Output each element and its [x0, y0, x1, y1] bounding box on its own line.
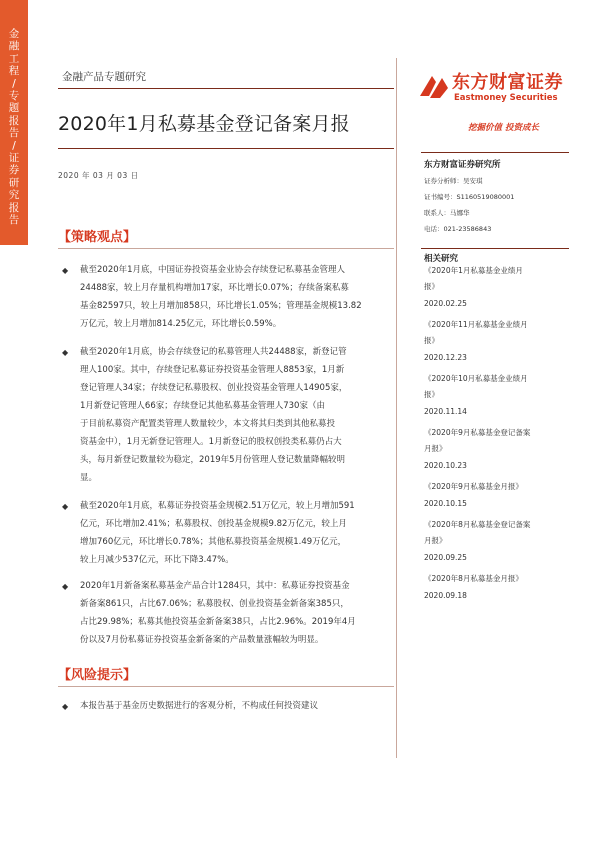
related-item-title: 《2020年9月私募基金登记备案	[424, 428, 531, 437]
related-item-title: 月报》	[424, 444, 447, 453]
risk-heading: 【风险提示】	[58, 668, 137, 683]
sidebar-char: 融	[8, 40, 20, 53]
risk-text: 本报告基于基金历史数据进行的客观分析，不构成任何投资建议	[80, 701, 319, 711]
strategy-paragraph-line: 亿元，环比增加2.41%；私募股权、创投基金规模9.82万亿元，较上月	[80, 519, 347, 529]
related-item-title: 报》	[424, 390, 439, 399]
sidebar-category-text	[5, 28, 23, 227]
strategy-bullet: ◆	[62, 502, 69, 511]
strategy-paragraph-line: 1月新登记管理人66家；存续登记其他私募基金管理人730家（由	[80, 401, 325, 411]
related-item-title: 《2020年8月私募基金月报》	[424, 574, 523, 583]
strategy-paragraph-line: 份以及7月份私募证券投资基金新备案的产品数量涨幅较为明显。	[80, 635, 324, 645]
sidebar-char: 告	[8, 214, 20, 227]
related-item-date: 2020.10.23	[424, 461, 467, 470]
related-item-title: 《2020年10月私募基金业绩月	[424, 374, 528, 383]
sidebar-char: 金	[8, 28, 20, 40]
sidebar-char: 报	[8, 201, 20, 214]
sidebar-char: 券	[8, 164, 20, 177]
related-rule	[421, 248, 569, 249]
phone-line: 电话：021-23586843	[424, 225, 492, 233]
cert-line: 证书编号：S1160519080001	[424, 193, 515, 201]
strategy-paragraph-line: 于目前私募资产配置类管理人数量较少，本文将其归类到其他私募投	[80, 419, 336, 429]
strategy-bullet: ◆	[62, 348, 69, 357]
strategy-paragraph-line: 新备案861只，占比67.06%；私募股权、创业投资基金新备案385只，	[80, 599, 349, 609]
related-heading: 相关研究	[424, 254, 459, 264]
related-item-date: 2020.10.15	[424, 499, 467, 508]
brand-slogan: 挖掘价值 投资成长	[468, 123, 539, 133]
brand-name-en: Eastmoney Securities	[454, 93, 558, 103]
header-rule	[58, 88, 394, 89]
strategy-paragraph-line: 理人100家。其中，存续登记私募证券投资基金管理人8853家，1月新	[80, 365, 345, 375]
strategy-bullet: ◆	[62, 266, 69, 275]
related-item-date: 2020.09.25	[424, 553, 467, 562]
related-item-title: 月报》	[424, 536, 447, 545]
risk-bullet: ◆	[62, 702, 69, 711]
related-item-title: 《2020年1月私募基金业绩月	[424, 266, 523, 275]
sidebar-char: 证	[8, 152, 20, 165]
contact-line: 联系人：马娜华	[424, 209, 470, 217]
logo-mark-icon	[416, 68, 452, 104]
strategy-paragraph-line: 2020年1月新备案私募基金产品合计1284只，其中：私募证券投资基金	[80, 581, 350, 591]
column-divider	[396, 58, 397, 758]
related-item-date: 2020.02.25	[424, 299, 467, 308]
related-item-title: 报》	[424, 336, 439, 345]
report-category: 金融产品专题研究	[62, 71, 146, 83]
sidebar-separator: /	[12, 77, 16, 90]
brand-name-cn: 东方财富证券	[452, 72, 563, 93]
strategy-paragraph-line: 截至2020年1月底，私募证券投资基金规模2.51万亿元，较上月增加591	[80, 501, 355, 511]
sidebar-char: 究	[8, 189, 20, 202]
related-item-title: 报》	[424, 282, 439, 291]
strategy-paragraph-line: 显。	[80, 473, 98, 483]
strategy-paragraph-line: 头，每月新登记数量较为稳定，2019年5月份管理人登记数量降幅较明	[80, 455, 346, 465]
title-rule	[58, 148, 394, 149]
strategy-paragraph-line: 24488家，较上月存量机构增加17家，环比增长0.07%；存续备案私募	[80, 283, 349, 293]
brand-logo	[416, 66, 566, 110]
strategy-rule	[58, 248, 394, 249]
related-item-title: 《2020年8月私募基金登记备案	[424, 520, 531, 529]
related-item-date: 2020.12.23	[424, 353, 467, 362]
institute-rule	[421, 152, 569, 153]
risk-rule	[58, 686, 394, 687]
sidebar-char: 专	[8, 90, 20, 103]
strategy-paragraph-line: 增加760亿元，环比增长0.78%；其他私募投资基金规模1.49万亿元，	[80, 537, 347, 547]
sidebar-char: 题	[8, 102, 20, 115]
strategy-paragraph-line: 截至2020年1月底，协会存续登记的私募管理人共24488家，新登记管	[80, 347, 347, 357]
strategy-paragraph-line: 占比29.98%；私募其他投资基金新备案38只，占比2.96%。2019年4月	[80, 617, 356, 627]
institute-name: 东方财富证券研究所	[424, 160, 501, 170]
related-item-title: 《2020年11月私募基金业绩月	[424, 320, 528, 329]
sidebar-char: 研	[8, 176, 20, 189]
sidebar-char: 工	[8, 52, 20, 65]
strategy-bullet: ◆	[62, 582, 69, 591]
report-date: 2020 年 03 月 03 日	[58, 171, 139, 180]
page-title: 2020年1月私募基金登记备案月报	[58, 113, 350, 135]
strategy-paragraph-line: 截至2020年1月底，中国证券投资基金业协会存续登记私募基金管理人	[80, 265, 346, 275]
strategy-heading: 【策略观点】	[58, 230, 137, 245]
sidebar-char: 程	[8, 65, 20, 78]
strategy-paragraph-line: 万亿元，较上月增加814.25亿元，环比增长0.59%。	[80, 319, 282, 329]
sidebar-separator: /	[12, 139, 16, 152]
related-item-date: 2020.09.18	[424, 591, 467, 600]
related-item-date: 2020.11.14	[424, 407, 467, 416]
strategy-paragraph-line: 资基金中），1月无新登记管理人。1月新登记的股权创投类私募仍占大	[80, 437, 342, 447]
strategy-paragraph-line: 登记管理人34家；存续登记私募股权、创业投资基金管理人14905家，	[80, 383, 348, 393]
sidebar-char: 报	[8, 114, 20, 127]
analyst-line: 证券分析师：吴安琪	[424, 177, 483, 185]
strategy-paragraph-line: 基金82597只，较上月增加858只，环比增长1.05%；管理基金规模13.82	[80, 301, 362, 311]
strategy-paragraph-line: 较上月减少537亿元，环比下降3.47%。	[80, 555, 234, 565]
sidebar-char: 告	[8, 127, 20, 140]
related-item-title: 《2020年9月私募基金月报》	[424, 482, 523, 491]
